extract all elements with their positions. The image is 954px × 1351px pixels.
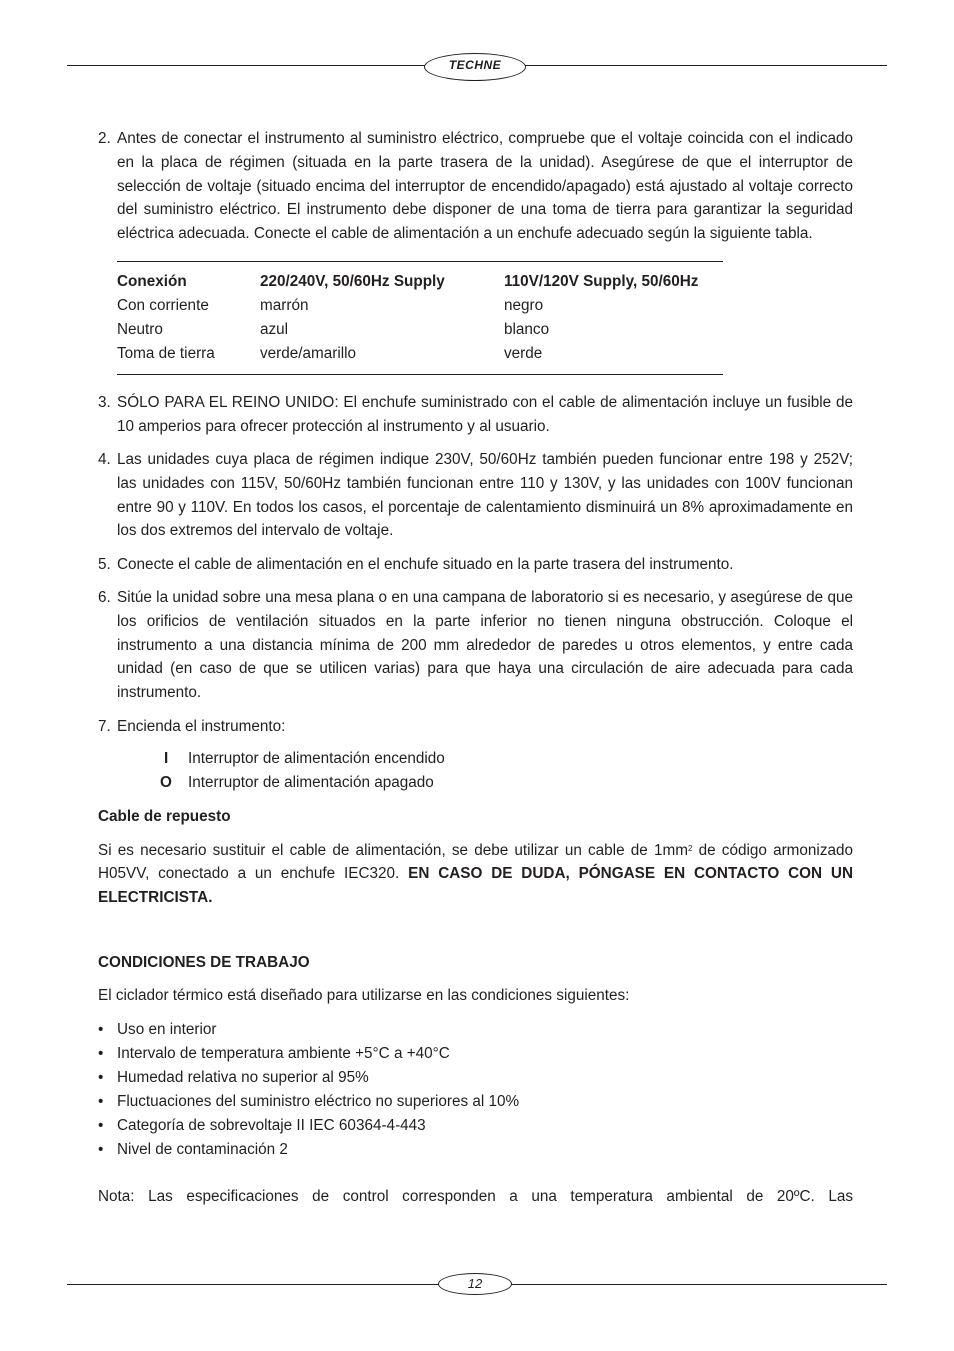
techne-logo: TECHNE: [424, 53, 526, 81]
switch-on-row: I Interruptor de alimentación encendido: [164, 750, 445, 768]
page-number: 12: [438, 1273, 512, 1295]
list-item: • Nivel de contaminación 2: [98, 1140, 288, 1158]
list-item: 3. SÓLO PARA EL REINO UNIDO: El enchufe suministrado con el cable de alimentación incluye un fusible de 10 amperios para ofrecer protección al instrumento y al usuario.: [98, 393, 853, 435]
list-item: 2. Antes de conectar el instrumento al suministro eléctrico, compruebe que el voltaje coincida con el indicado en la placa de régimen (situada en la parte trasera de la unidad). Asegúrese de que el interruptor de selección de voltaje (situado encima del interruptor de encendido/apagado) está ajustado al voltaje correcto del suministro eléctrico. El instrumento debe disponer de una toma de tierra para garantizar la seguridad eléctrica adecuada. Conecte el cable de alimentación a un enchufe adecuado según la siguiente tabla.: [98, 130, 853, 243]
conditions-intro: El ciclador térmico está diseñado para utilizarse en las condiciones siguientes:: [98, 987, 630, 1005]
list-item: • Categoría de sobrevoltaje II IEC 60364-4-443: [98, 1116, 426, 1134]
cable-heading: Cable de repuesto: [98, 808, 231, 826]
list-item: 7. Encienda el instrumento:: [98, 717, 286, 735]
table-row: Neutro azul blanco: [117, 320, 550, 338]
list-item: 5. Conecte el cable de alimentación en el enchufe situado en la parte trasera del instrumento.: [98, 555, 734, 573]
table-row: Toma de tierra verde/amarillo verde: [117, 344, 543, 362]
list-item: • Fluctuaciones del suministro eléctrico no superiores al 10%: [98, 1092, 520, 1110]
list-item: • Uso en interior: [98, 1020, 217, 1038]
list-item: 6. Sitúe la unidad sobre una mesa plana o en una campana de laboratorio si es necesario, y asegúrese de que los orificios de ventilación situados en la parte inferior no tienen ninguna obstrucción. Coloque el instrumento a una distancia mínima de 200 mm alrededor de paredes u otros elementos, y entre cada unidad (en caso de que se utilicen varias) para que haya una circulación de aire adecuada para cada instrumento.: [98, 589, 853, 702]
list-item: 4. Las unidades cuya placa de régimen indique 230V, 50/60Hz también pueden funcionar entre 198 y 252V; las unidades con 115V, 50/60Hz también funcionan entre 110 y 130V, y las unidades con 100V funcionan entre 90 y 110V. En todos los casos, el porcentaje de calentamiento disminuirá un 8% aproximadamente en los dos extremos del intervalo de voltaje.: [98, 451, 853, 540]
page-content: [98, 127, 853, 1218]
list-item: • Intervalo de temperatura ambiente +5°C a +40°C: [98, 1044, 450, 1062]
note-paragraph: Nota: Las especificaciones de control corresponden a una temperatura ambiental de 20ºC. Las: [98, 1187, 853, 1205]
switch-off-row: O Interruptor de alimentación apagado: [160, 774, 434, 792]
conditions-list: [98, 1018, 853, 1162]
table-row: Con corriente marrón negro: [117, 296, 544, 314]
list-item: • Humedad relativa no superior al 95%: [98, 1068, 369, 1086]
connection-table: [117, 261, 723, 375]
conditions-heading: CONDICIONES DE TRABAJO: [98, 954, 310, 972]
cable-paragraph: Si es necesario sustituir el cable de alimentación, se debe utilizar un cable de $1mm^2$ de código armonizado H05VV, conectado a un enchufe IEC320. EN CASO DE DUDA, PÓNGASE EN CONTACTO CON UN ELECTRICISTA.: [98, 841, 853, 907]
table-header-row: Conexión 220/240V, 50/60Hz Supply 110V/120V Supply, 50/60Hz: [117, 272, 699, 290]
